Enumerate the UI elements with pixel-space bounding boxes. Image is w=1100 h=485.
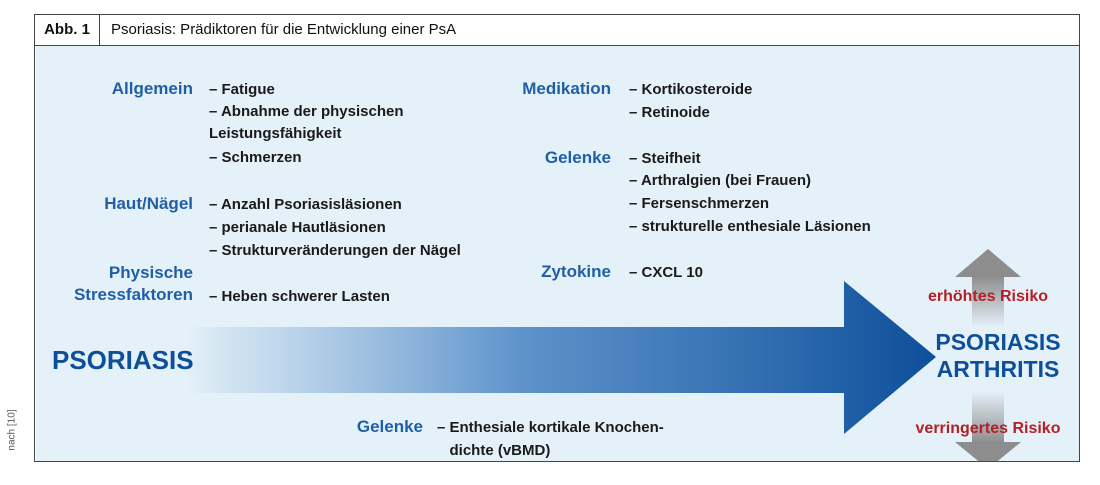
predictor-item: – Schmerzen — [209, 149, 302, 166]
category-haut-naegel: Haut/Nägel — [104, 194, 193, 213]
flow-start-label: PSORIASIS — [52, 345, 194, 375]
figure-frame — [34, 14, 1080, 462]
predictor-item: – Steifheit — [629, 150, 701, 167]
category-physische-stressfaktoren-line2: Stressfaktoren — [73, 285, 193, 304]
arrow-graphic — [36, 46, 1079, 461]
category-zytokine: Zytokine — [541, 262, 611, 281]
predictor-item: – Fatigue — [209, 81, 275, 98]
decrease-arrow-head — [955, 442, 1021, 461]
predictor-item: – Abnahme der physischen — [209, 103, 404, 120]
predictor-item: – CXCL 10 — [629, 264, 703, 281]
category-gelenke: Gelenke — [544, 148, 611, 167]
increase-arrow-head — [955, 249, 1021, 277]
category-allgemein: Allgemein — [111, 79, 193, 98]
figure-header — [35, 15, 1079, 46]
decreased-risk-label: verringertes Risiko — [915, 420, 1061, 437]
figure-label: Abb. 1 — [35, 15, 100, 45]
predictor-item: – Kortikosteroide — [629, 81, 753, 98]
protective-item: – Enthesiale kortikale Knochen- — [437, 419, 664, 436]
flow-end-label-line1: PSORIASIS — [935, 329, 1061, 355]
category-physische-stressfaktoren-line1: Physische — [108, 263, 193, 282]
category-gelenke-bottom: Gelenke — [356, 417, 423, 436]
figure-title: Psoriasis: Prädiktoren für die Entwicklung einer PsA — [111, 21, 457, 38]
category-medikation: Medikation — [522, 79, 611, 98]
predictor-item: – Anzahl Psoriasisläsionen — [209, 196, 402, 213]
predictor-item: – Heben schwerer Lasten — [209, 288, 390, 305]
protective-item: dichte (vBMD) — [437, 442, 551, 459]
predictor-item: – strukturelle enthesiale Läsionen — [629, 218, 871, 235]
diagram-panel — [36, 46, 1079, 461]
flow-end-label-line2: ARTHRITIS — [936, 356, 1060, 382]
predictor-item: – Arthralgien (bei Frauen) — [629, 172, 811, 189]
predictor-item: – Fersenschmerzen — [629, 195, 770, 212]
source-note — [2, 400, 22, 460]
predictor-item: – perianale Hautläsionen — [209, 219, 386, 236]
predictor-item: Leistungsfähigkeit — [209, 125, 342, 142]
predictor-item: – Retinoide — [629, 104, 710, 121]
source-text: nach [10] — [6, 409, 18, 451]
predictor-item: – Strukturveränderungen der Nägel — [209, 242, 461, 259]
increased-risk-label: erhöhtes Risiko — [927, 288, 1049, 305]
